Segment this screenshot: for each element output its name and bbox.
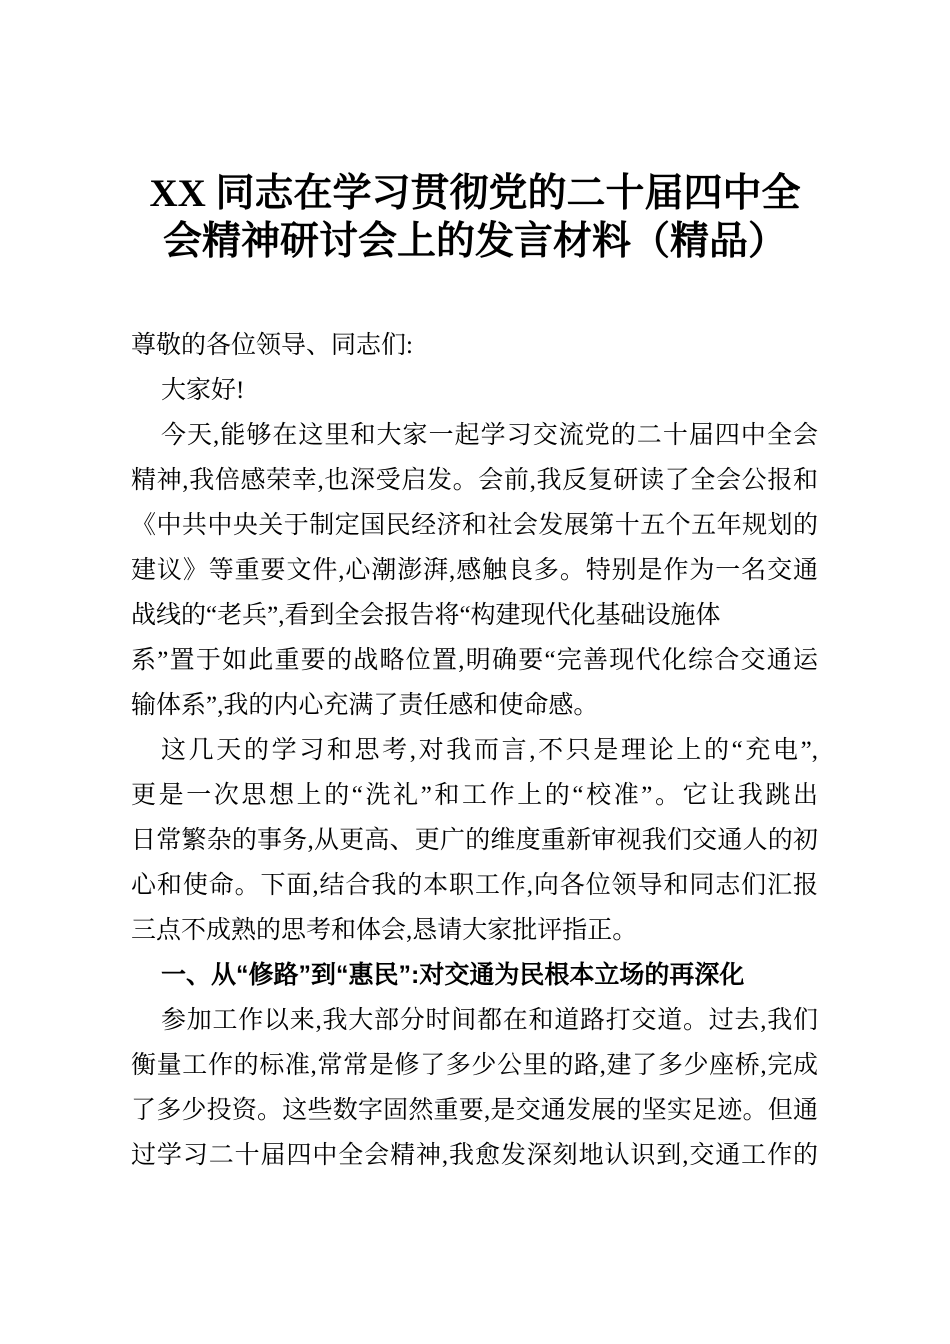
paragraph-line: 三点不成熟的思考和体会,恳请大家批评指正。 [131, 917, 638, 944]
title-line-1: XX 同志在学习贯彻党的二十届四中全 [149, 172, 801, 215]
paragraph-line: 衡量工作的标准,常常是修了多少公里的路,建了多少座桥,完成 [131, 1052, 818, 1079]
document-body [131, 323, 818, 1178]
paragraph-line: 了多少投资。这些数字固然重要,是交通发展的坚实足迹。但通 [131, 1097, 818, 1124]
paragraph-line: 更是一次思想上的“洗礼”和工作上的“校准”。它让我跳出 [131, 782, 818, 809]
paragraph-line: 精神,我倍感荣幸,也深受启发。会前,我反复研读了全会公报和 [131, 467, 818, 494]
greeting-line: 大家好! [161, 377, 245, 404]
paragraph-line: 《中共中央关于制定国民经济和社会发展第十五个五年规划的 [131, 512, 818, 539]
paragraph-line: 建议》等重要文件,心潮澎湃,感触良多。特别是作为一名交通 [131, 557, 818, 584]
paragraph-line: 今天,能够在这里和大家一起学习交流党的二十届四中全会 [161, 422, 818, 449]
paragraph-line: 过学习二十届四中全会精神,我愈发深刻地认识到,交通工作的 [131, 1142, 818, 1169]
paragraph-line: 心和使命。下面,结合我的本职工作,向各位领导和同志们汇报 [131, 872, 818, 899]
paragraph-line: 系”置于如此重要的战略位置,明确要“完善现代化综合交通运 [131, 647, 818, 674]
title-line-2: 会精神研讨会上的发言材料（精品） [162, 220, 787, 263]
paragraph-line: 输体系”,我的内心充满了责任感和使命感。 [131, 692, 599, 719]
paragraph-line: 这几天的学习和思考,对我而言,不只是理论上的“充电”, [161, 737, 818, 764]
paragraph-line: 参加工作以来,我大部分时间都在和道路打交道。过去,我们 [161, 1007, 818, 1034]
section-heading: 一、从“修路”到“惠民”:对交通为民根本立场的再深化 [161, 961, 745, 989]
document-title [66, 170, 884, 266]
salutation-line: 尊敬的各位领导、同志们: [131, 332, 413, 359]
paragraph-line: 战线的“老兵”,看到全会报告将“构建现代化基础设施体 [131, 602, 721, 629]
paragraph-line: 日常繁杂的事务,从更高、更广的维度重新审视我们交通人的初 [131, 827, 818, 854]
